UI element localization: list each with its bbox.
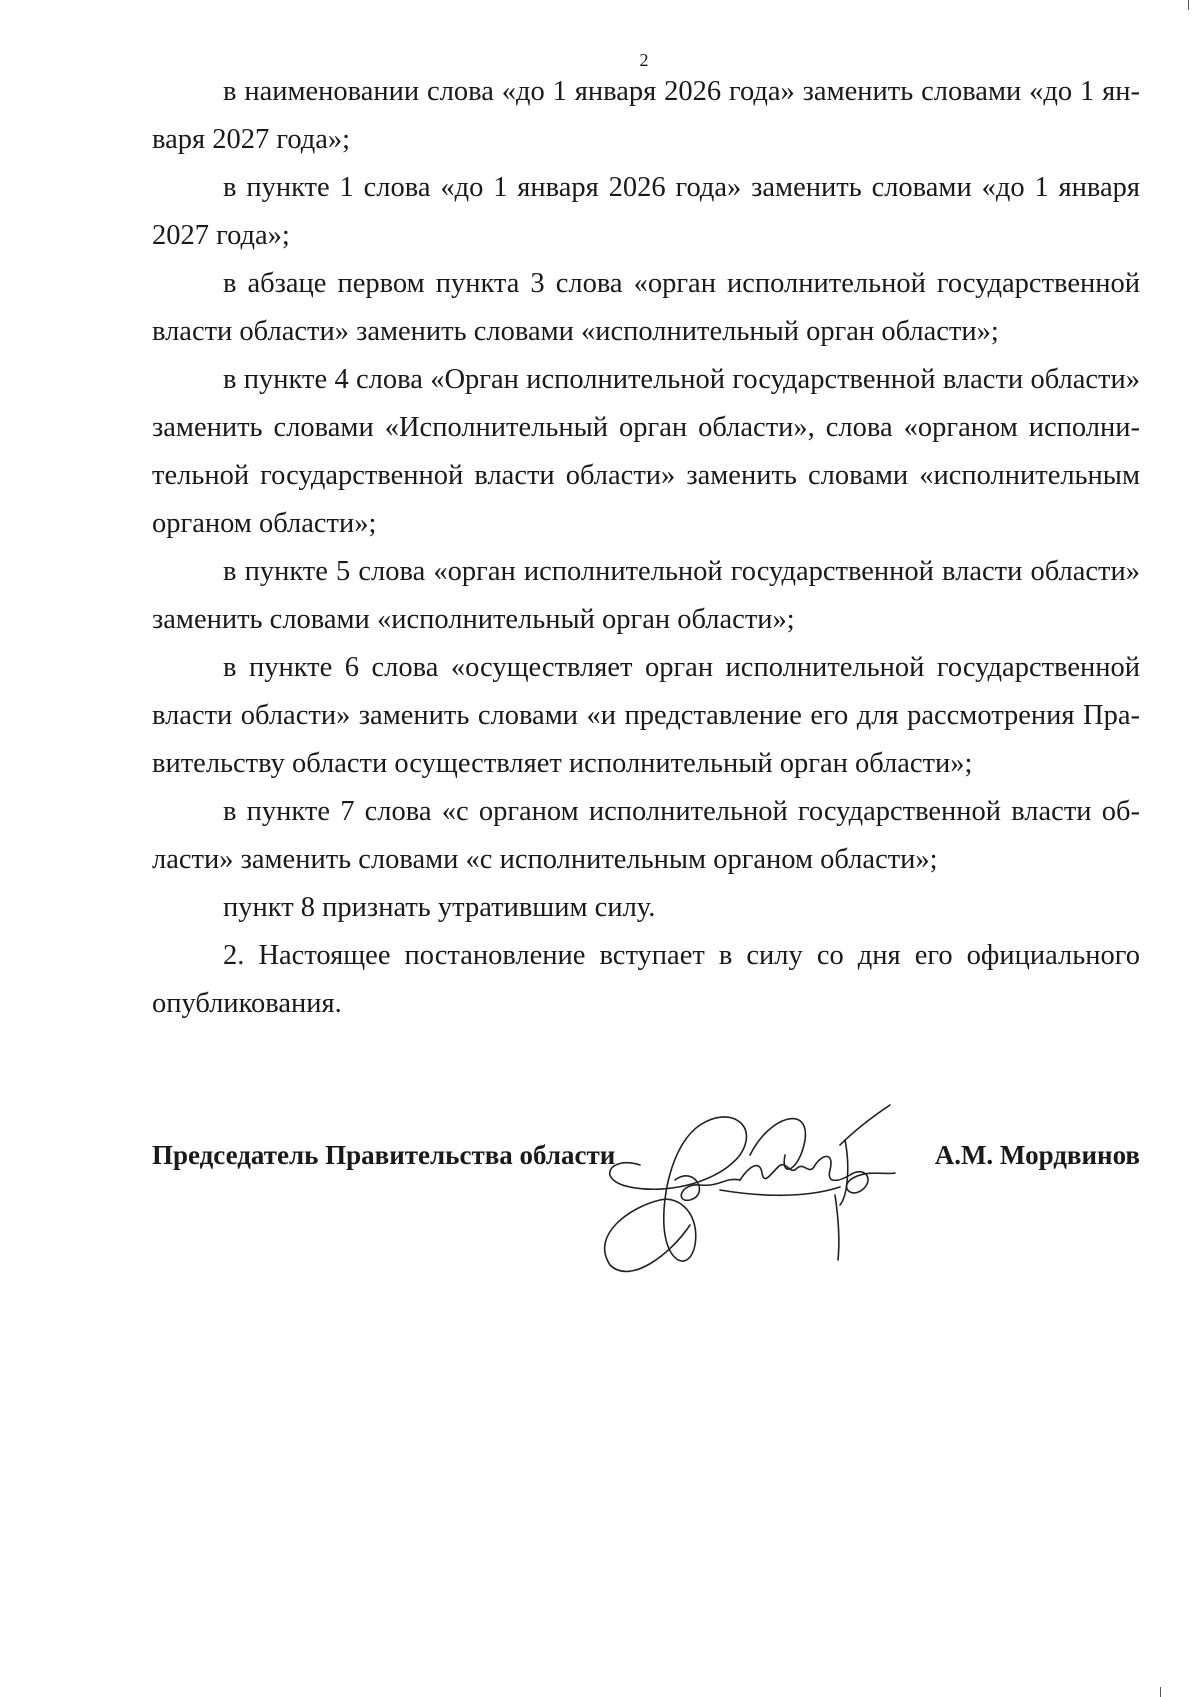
paragraph: пункт 8 признать утратившим силу. xyxy=(223,892,656,923)
document-body xyxy=(152,68,1140,1028)
signatory-position: Председатель Правительства области xyxy=(152,1140,616,1170)
handwritten-signature xyxy=(600,1085,960,1285)
paragraph: в абзаце первом пункта 3 слова «орган исполнительной государственной власти области» заменить словами «исполнительный орган области»; xyxy=(152,268,1140,347)
signatory-name: А.М. Мордвинов xyxy=(934,1140,1140,1170)
paragraph: в пункте 6 слова «осуществляет орган исполнительной государственной власти области» заменить словами «и представление его для рассмотрения Правительству области осуществляет исполнительный орган области»; xyxy=(152,652,1140,779)
paragraph: в пункте 4 слова «Орган исполнительной государственной власти области» заменить словами «Исполнительный орган области», слова «органом исполнительной государственной власти области» заменить словами «исполнительным органом области»; xyxy=(152,364,1140,539)
scan-edge-mark xyxy=(1160,1687,1161,1697)
scan-edge-mark xyxy=(1188,0,1189,10)
page-number: 2 xyxy=(639,50,649,70)
paragraph: в пункте 5 слова «орган исполнительной государственной власти области» заменить словами «исполнительный орган области»; xyxy=(152,556,1140,635)
paragraph: 2. Настоящее постановление вступает в силу со дня его официального опубликования. xyxy=(152,940,1140,1019)
paragraph: в наименовании слова «до 1 января 2026 года» заменить словами «до 1 января 2027 года»; xyxy=(152,76,1140,155)
paragraph: в пункте 7 слова «с органом исполнительной государственной власти области» заменить словами «с исполнительным органом области»; xyxy=(152,796,1140,875)
paragraph: в пункте 1 слова «до 1 января 2026 года» заменить словами «до 1 января 2027 года»; xyxy=(152,172,1140,251)
